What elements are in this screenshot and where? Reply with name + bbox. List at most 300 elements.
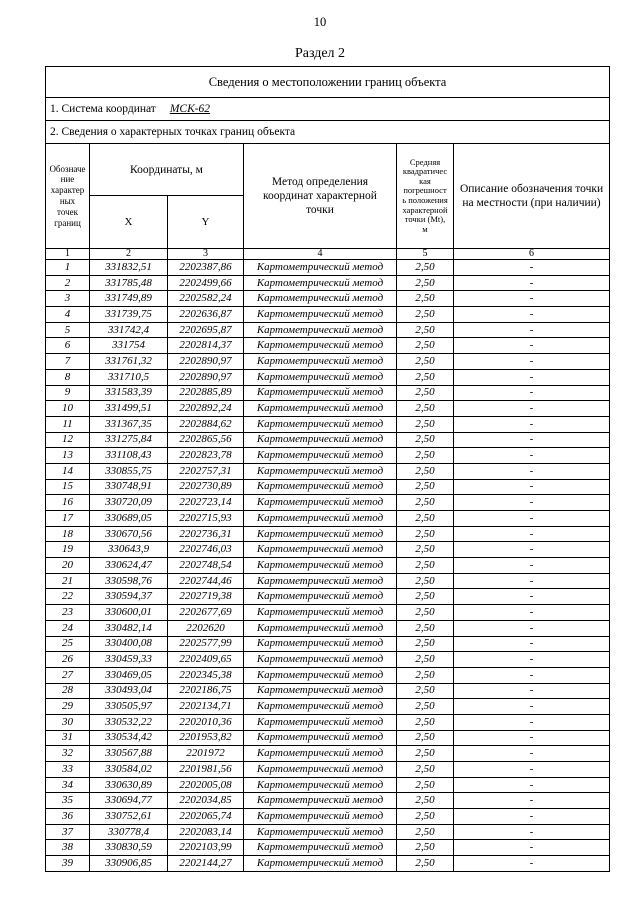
table-row xyxy=(46,636,610,652)
point-number-cell: 25 xyxy=(46,636,90,652)
x-coordinate-cell: 331832,51 xyxy=(90,260,168,276)
mean-error-cell: 2,50 xyxy=(397,652,454,668)
method-cell: Картометрический метод xyxy=(244,401,397,417)
method-cell: Картометрический метод xyxy=(244,275,397,291)
coordinate-system-row xyxy=(46,98,610,121)
y-coordinate-cell: 2202144,27 xyxy=(168,856,244,872)
table-row xyxy=(46,620,610,636)
x-coordinate-cell: 330906,85 xyxy=(90,856,168,872)
coordinate-system-label: 1. Система координат xyxy=(50,103,156,115)
description-cell: - xyxy=(454,636,610,652)
y-coordinate-cell: 2202885,89 xyxy=(168,385,244,401)
table-row xyxy=(46,338,610,354)
point-number-cell: 3 xyxy=(46,291,90,307)
y-coordinate-cell: 2202034,85 xyxy=(168,793,244,809)
point-number-cell: 7 xyxy=(46,354,90,370)
description-cell: - xyxy=(454,652,610,668)
x-coordinate-cell: 331367,35 xyxy=(90,416,168,432)
method-cell: Картометрический метод xyxy=(244,730,397,746)
point-number-cell: 2 xyxy=(46,275,90,291)
point-number-cell: 28 xyxy=(46,683,90,699)
description-cell: - xyxy=(454,824,610,840)
description-cell: - xyxy=(454,793,610,809)
x-coordinate-cell: 330600,01 xyxy=(90,605,168,621)
point-number-cell: 8 xyxy=(46,369,90,385)
point-number-cell: 37 xyxy=(46,824,90,840)
description-cell: - xyxy=(454,479,610,495)
method-cell: Картометрический метод xyxy=(244,652,397,668)
table-row xyxy=(46,856,610,872)
y-coordinate-cell: 2202005,08 xyxy=(168,777,244,793)
point-number-cell: 12 xyxy=(46,432,90,448)
point-number-cell: 20 xyxy=(46,558,90,574)
y-coordinate-cell: 2202719,38 xyxy=(168,589,244,605)
column-number: 5 xyxy=(397,249,454,260)
description-cell: - xyxy=(454,275,610,291)
column-number: 6 xyxy=(454,249,610,260)
mean-error-cell: 2,50 xyxy=(397,746,454,762)
mean-error-cell: 2,50 xyxy=(397,777,454,793)
section-title: Раздел 2 xyxy=(294,46,346,61)
x-coordinate-cell: 330598,76 xyxy=(90,573,168,589)
table-row xyxy=(46,542,610,558)
y-coordinate-cell: 2202010,36 xyxy=(168,714,244,730)
x-coordinate-cell: 331499,51 xyxy=(90,401,168,417)
mean-error-cell: 2,50 xyxy=(397,542,454,558)
y-coordinate-cell: 2202186,75 xyxy=(168,683,244,699)
description-cell: - xyxy=(454,260,610,276)
mean-error-cell: 2,50 xyxy=(397,589,454,605)
mean-error-cell: 2,50 xyxy=(397,793,454,809)
y-coordinate-cell: 2202065,74 xyxy=(168,809,244,825)
description-cell: - xyxy=(454,463,610,479)
table-row xyxy=(46,714,610,730)
table-row xyxy=(46,526,610,542)
description-cell: - xyxy=(454,385,610,401)
y-coordinate-cell: 2202736,31 xyxy=(168,526,244,542)
method-cell: Картометрический метод xyxy=(244,605,397,621)
description-cell: - xyxy=(454,338,610,354)
table-row xyxy=(46,589,610,605)
point-number-cell: 23 xyxy=(46,605,90,621)
x-coordinate-cell: 331761,32 xyxy=(90,354,168,370)
x-coordinate-cell: 331749,89 xyxy=(90,291,168,307)
mean-error-cell: 2,50 xyxy=(397,714,454,730)
mean-error-cell: 2,50 xyxy=(397,856,454,872)
y-coordinate-cell: 2202892,24 xyxy=(168,401,244,417)
description-cell: - xyxy=(454,432,610,448)
x-coordinate-cell: 330469,05 xyxy=(90,667,168,683)
point-number-cell: 4 xyxy=(46,307,90,323)
x-coordinate-cell: 330778,4 xyxy=(90,824,168,840)
method-cell: Картометрический метод xyxy=(244,432,397,448)
x-coordinate-cell: 330459,33 xyxy=(90,652,168,668)
description-cell: - xyxy=(454,322,610,338)
header-point-designation: Обозначе ние характер ных точек границ xyxy=(46,144,90,249)
mean-error-cell: 2,50 xyxy=(397,401,454,417)
description-cell: - xyxy=(454,605,610,621)
table-row xyxy=(46,511,610,527)
description-cell: - xyxy=(454,762,610,778)
method-cell: Картометрический метод xyxy=(244,840,397,856)
method-cell: Картометрический метод xyxy=(244,809,397,825)
point-number-cell: 36 xyxy=(46,809,90,825)
method-cell: Картометрический метод xyxy=(244,322,397,338)
table-row xyxy=(46,746,610,762)
table-row xyxy=(46,432,610,448)
mean-error-cell: 2,50 xyxy=(397,699,454,715)
y-coordinate-cell: 2202134,71 xyxy=(168,699,244,715)
y-coordinate-cell: 2201981,56 xyxy=(168,762,244,778)
point-number-cell: 5 xyxy=(46,322,90,338)
mean-error-cell: 2,50 xyxy=(397,354,454,370)
method-cell: Картометрический метод xyxy=(244,589,397,605)
y-coordinate-cell: 2202636,87 xyxy=(168,307,244,323)
point-number-cell: 14 xyxy=(46,463,90,479)
method-cell: Картометрический метод xyxy=(244,793,397,809)
description-cell: - xyxy=(454,354,610,370)
point-number-cell: 22 xyxy=(46,589,90,605)
y-coordinate-cell: 2202499,66 xyxy=(168,275,244,291)
table-row xyxy=(46,369,610,385)
x-coordinate-cell: 330505,97 xyxy=(90,699,168,715)
y-coordinate-cell: 2202723,14 xyxy=(168,495,244,511)
method-cell: Картометрический метод xyxy=(244,762,397,778)
point-number-cell: 19 xyxy=(46,542,90,558)
description-cell: - xyxy=(454,730,610,746)
description-cell: - xyxy=(454,558,610,574)
method-cell: Картометрический метод xyxy=(244,260,397,276)
point-number-cell: 13 xyxy=(46,448,90,464)
x-coordinate-cell: 330643,9 xyxy=(90,542,168,558)
method-cell: Картометрический метод xyxy=(244,479,397,495)
table-row xyxy=(46,699,610,715)
description-cell: - xyxy=(454,291,610,307)
point-number-cell: 17 xyxy=(46,511,90,527)
mean-error-cell: 2,50 xyxy=(397,840,454,856)
x-coordinate-cell: 331754 xyxy=(90,338,168,354)
table-header xyxy=(46,67,610,260)
y-coordinate-cell: 2202814,37 xyxy=(168,338,244,354)
method-cell: Картометрический метод xyxy=(244,495,397,511)
mean-error-cell: 2,50 xyxy=(397,385,454,401)
method-cell: Картометрический метод xyxy=(244,416,397,432)
mean-error-cell: 2,50 xyxy=(397,463,454,479)
point-number-cell: 6 xyxy=(46,338,90,354)
description-cell: - xyxy=(454,620,610,636)
x-coordinate-cell: 330594,37 xyxy=(90,589,168,605)
mean-error-cell: 2,50 xyxy=(397,762,454,778)
description-cell: - xyxy=(454,511,610,527)
description-cell: - xyxy=(454,542,610,558)
method-cell: Картометрический метод xyxy=(244,463,397,479)
points-section-caption: 2. Сведения о характерных точках границ объекта xyxy=(46,121,610,144)
y-coordinate-cell: 2202577,99 xyxy=(168,636,244,652)
point-number-cell: 31 xyxy=(46,730,90,746)
x-coordinate-cell: 331710,5 xyxy=(90,369,168,385)
point-number-cell: 34 xyxy=(46,777,90,793)
y-coordinate-cell: 2202884,62 xyxy=(168,416,244,432)
table-row xyxy=(46,824,610,840)
x-coordinate-cell: 330630,89 xyxy=(90,777,168,793)
table-row xyxy=(46,354,610,370)
point-number-cell: 26 xyxy=(46,652,90,668)
x-coordinate-cell: 330855,75 xyxy=(90,463,168,479)
point-number-cell: 21 xyxy=(46,573,90,589)
table-row xyxy=(46,448,610,464)
description-cell: - xyxy=(454,369,610,385)
mean-error-cell: 2,50 xyxy=(397,730,454,746)
y-coordinate-cell: 2202746,03 xyxy=(168,542,244,558)
description-cell: - xyxy=(454,401,610,417)
table-row xyxy=(46,322,610,338)
coordinate-system-cell xyxy=(46,98,610,121)
table-row xyxy=(46,260,610,276)
x-coordinate-cell: 331583,39 xyxy=(90,385,168,401)
description-cell: - xyxy=(454,589,610,605)
x-coordinate-cell: 331108,43 xyxy=(90,448,168,464)
header-x: X xyxy=(90,196,168,249)
method-cell: Картометрический метод xyxy=(244,777,397,793)
description-cell: - xyxy=(454,416,610,432)
description-cell: - xyxy=(454,307,610,323)
description-cell: - xyxy=(454,809,610,825)
header-mean-error: Средняя квадратичес кая погрешност ь положения характерной точки (Mt), м xyxy=(397,144,454,249)
x-coordinate-cell: 330670,56 xyxy=(90,526,168,542)
points-caption-row xyxy=(46,121,610,144)
mean-error-cell: 2,50 xyxy=(397,260,454,276)
point-number-cell: 33 xyxy=(46,762,90,778)
description-cell: - xyxy=(454,777,610,793)
table-title: Сведения о местоположении границ объекта xyxy=(46,67,610,98)
mean-error-cell: 2,50 xyxy=(397,573,454,589)
y-coordinate-cell: 2202757,31 xyxy=(168,463,244,479)
x-coordinate-cell: 331275,84 xyxy=(90,432,168,448)
x-coordinate-cell: 330400,08 xyxy=(90,636,168,652)
x-coordinate-cell: 330752,61 xyxy=(90,809,168,825)
x-coordinate-cell: 330567,88 xyxy=(90,746,168,762)
table-row xyxy=(46,307,610,323)
method-cell: Картометрический метод xyxy=(244,573,397,589)
table-row xyxy=(46,416,610,432)
mean-error-cell: 2,50 xyxy=(397,824,454,840)
point-number-cell: 27 xyxy=(46,667,90,683)
column-number: 2 xyxy=(90,249,168,260)
table-body xyxy=(46,260,610,872)
x-coordinate-cell: 330720,09 xyxy=(90,495,168,511)
table-title-row xyxy=(46,67,610,98)
column-number-row xyxy=(46,249,610,260)
y-coordinate-cell: 2202865,56 xyxy=(168,432,244,448)
method-cell: Картометрический метод xyxy=(244,385,397,401)
x-coordinate-cell: 331739,75 xyxy=(90,307,168,323)
y-coordinate-cell: 2202083,14 xyxy=(168,824,244,840)
table-row xyxy=(46,730,610,746)
header-coordinates: Координаты, м xyxy=(90,144,244,196)
mean-error-cell: 2,50 xyxy=(397,636,454,652)
mean-error-cell: 2,50 xyxy=(397,369,454,385)
point-number-cell: 30 xyxy=(46,714,90,730)
x-coordinate-cell: 330830,59 xyxy=(90,840,168,856)
point-number-cell: 11 xyxy=(46,416,90,432)
x-coordinate-cell: 330534,42 xyxy=(90,730,168,746)
method-cell: Картометрический метод xyxy=(244,558,397,574)
y-coordinate-cell: 2201972 xyxy=(168,746,244,762)
method-cell: Картометрический метод xyxy=(244,542,397,558)
mean-error-cell: 2,50 xyxy=(397,526,454,542)
method-cell: Картометрический метод xyxy=(244,526,397,542)
y-coordinate-cell: 2202387,86 xyxy=(168,260,244,276)
description-cell: - xyxy=(454,714,610,730)
table-row xyxy=(46,401,610,417)
y-coordinate-cell: 2202695,87 xyxy=(168,322,244,338)
x-coordinate-cell: 330748,91 xyxy=(90,479,168,495)
method-cell: Картометрический метод xyxy=(244,667,397,683)
mean-error-cell: 2,50 xyxy=(397,558,454,574)
table-row xyxy=(46,667,610,683)
table-row xyxy=(46,275,610,291)
header-method: Метод определения координат характерной точки xyxy=(244,144,397,249)
description-cell: - xyxy=(454,448,610,464)
method-cell: Картометрический метод xyxy=(244,291,397,307)
x-coordinate-cell: 330482,14 xyxy=(90,620,168,636)
table-row xyxy=(46,652,610,668)
mean-error-cell: 2,50 xyxy=(397,275,454,291)
page-number: 10 xyxy=(313,15,327,29)
table-row xyxy=(46,683,610,699)
y-coordinate-cell: 2202890,97 xyxy=(168,354,244,370)
method-cell: Картометрический метод xyxy=(244,746,397,762)
mean-error-cell: 2,50 xyxy=(397,479,454,495)
point-number-cell: 32 xyxy=(46,746,90,762)
table-row xyxy=(46,463,610,479)
method-cell: Картометрический метод xyxy=(244,620,397,636)
table-row xyxy=(46,385,610,401)
method-cell: Картометрический метод xyxy=(244,856,397,872)
coordinate-system-value: МСК-62 xyxy=(169,103,211,115)
y-coordinate-cell: 2202582,24 xyxy=(168,291,244,307)
table-row xyxy=(46,809,610,825)
mean-error-cell: 2,50 xyxy=(397,620,454,636)
point-number-cell: 35 xyxy=(46,793,90,809)
method-cell: Картометрический метод xyxy=(244,683,397,699)
description-cell: - xyxy=(454,856,610,872)
table-row xyxy=(46,762,610,778)
column-header-row xyxy=(46,144,610,196)
point-number-cell: 15 xyxy=(46,479,90,495)
boundary-points-table xyxy=(45,66,610,872)
x-coordinate-cell: 330689,05 xyxy=(90,511,168,527)
y-coordinate-cell: 2202715,93 xyxy=(168,511,244,527)
table-row xyxy=(46,777,610,793)
method-cell: Картометрический метод xyxy=(244,714,397,730)
y-coordinate-cell: 2201953,82 xyxy=(168,730,244,746)
x-coordinate-cell: 330493,04 xyxy=(90,683,168,699)
point-number-cell: 38 xyxy=(46,840,90,856)
mean-error-cell: 2,50 xyxy=(397,338,454,354)
table-row xyxy=(46,495,610,511)
x-coordinate-cell: 330584,02 xyxy=(90,762,168,778)
y-coordinate-cell: 2202823,78 xyxy=(168,448,244,464)
mean-error-cell: 2,50 xyxy=(397,495,454,511)
mean-error-cell: 2,50 xyxy=(397,683,454,699)
header-y: Y xyxy=(168,196,244,249)
y-coordinate-cell: 2202748,54 xyxy=(168,558,244,574)
mean-error-cell: 2,50 xyxy=(397,291,454,307)
header-description: Описание обозначения точки на местности (при наличии) xyxy=(454,144,610,249)
description-cell: - xyxy=(454,699,610,715)
mean-error-cell: 2,50 xyxy=(397,667,454,683)
mean-error-cell: 2,50 xyxy=(397,322,454,338)
method-cell: Картометрический метод xyxy=(244,699,397,715)
method-cell: Картометрический метод xyxy=(244,448,397,464)
method-cell: Картометрический метод xyxy=(244,307,397,323)
point-number-cell: 10 xyxy=(46,401,90,417)
method-cell: Картометрический метод xyxy=(244,369,397,385)
method-cell: Картометрический метод xyxy=(244,338,397,354)
description-cell: - xyxy=(454,573,610,589)
x-coordinate-cell: 330532,22 xyxy=(90,714,168,730)
y-coordinate-cell: 2202677,69 xyxy=(168,605,244,621)
y-coordinate-cell: 2202744,46 xyxy=(168,573,244,589)
column-number: 3 xyxy=(168,249,244,260)
description-cell: - xyxy=(454,526,610,542)
table-row xyxy=(46,793,610,809)
mean-error-cell: 2,50 xyxy=(397,448,454,464)
x-coordinate-cell: 331785,48 xyxy=(90,275,168,291)
column-number: 4 xyxy=(244,249,397,260)
point-number-cell: 18 xyxy=(46,526,90,542)
description-cell: - xyxy=(454,667,610,683)
table-row xyxy=(46,558,610,574)
mean-error-cell: 2,50 xyxy=(397,809,454,825)
y-coordinate-cell: 2202620 xyxy=(168,620,244,636)
mean-error-cell: 2,50 xyxy=(397,605,454,621)
mean-error-cell: 2,50 xyxy=(397,511,454,527)
table-row xyxy=(46,479,610,495)
point-number-cell: 9 xyxy=(46,385,90,401)
table-row xyxy=(46,840,610,856)
description-cell: - xyxy=(454,683,610,699)
table-row xyxy=(46,573,610,589)
description-cell: - xyxy=(454,840,610,856)
column-number: 1 xyxy=(46,249,90,260)
y-coordinate-cell: 2202345,38 xyxy=(168,667,244,683)
point-number-cell: 39 xyxy=(46,856,90,872)
mean-error-cell: 2,50 xyxy=(397,432,454,448)
point-number-cell: 29 xyxy=(46,699,90,715)
y-coordinate-cell: 2202103,99 xyxy=(168,840,244,856)
mean-error-cell: 2,50 xyxy=(397,416,454,432)
method-cell: Картометрический метод xyxy=(244,354,397,370)
method-cell: Картометрический метод xyxy=(244,824,397,840)
point-number-cell: 1 xyxy=(46,260,90,276)
x-coordinate-cell: 331742,4 xyxy=(90,322,168,338)
table-row xyxy=(46,291,610,307)
method-cell: Картометрический метод xyxy=(244,511,397,527)
y-coordinate-cell: 2202409,65 xyxy=(168,652,244,668)
mean-error-cell: 2,50 xyxy=(397,307,454,323)
y-coordinate-cell: 2202730,89 xyxy=(168,479,244,495)
description-cell: - xyxy=(454,495,610,511)
description-cell: - xyxy=(454,746,610,762)
y-coordinate-cell: 2202890,97 xyxy=(168,369,244,385)
method-cell: Картометрический метод xyxy=(244,636,397,652)
x-coordinate-cell: 330624,47 xyxy=(90,558,168,574)
table-row xyxy=(46,605,610,621)
point-number-cell: 24 xyxy=(46,620,90,636)
point-number-cell: 16 xyxy=(46,495,90,511)
